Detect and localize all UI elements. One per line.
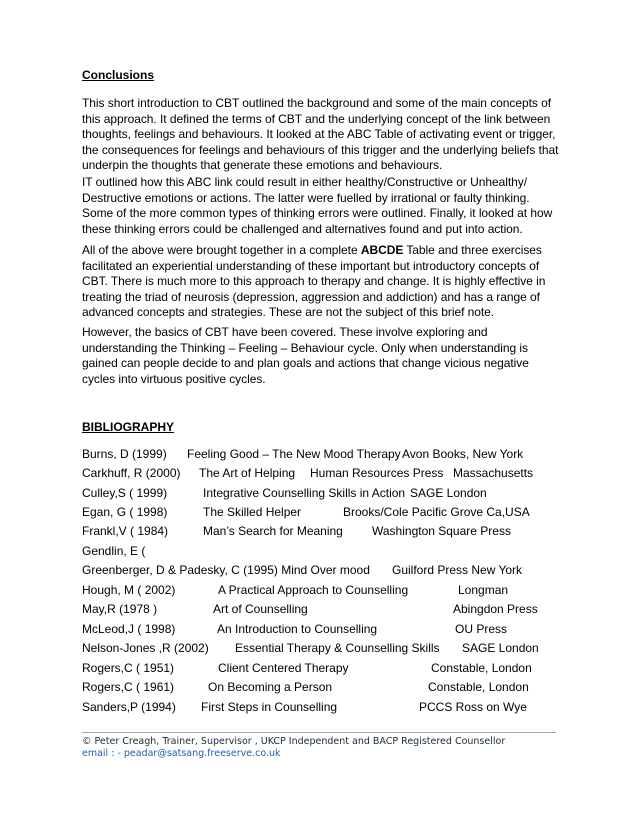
bib-title: Client Centered Therapy	[218, 661, 349, 675]
bibliography-entry	[82, 505, 562, 520]
text-line: underpin the thoughts that generate these emotions and behaviours.	[82, 158, 443, 172]
bibliography-entry	[82, 447, 562, 462]
text-line: This short introduction to CBT outlined the background and some of the main concepts of	[82, 96, 552, 110]
bib-author: McLeod,J ( 1998)	[82, 622, 176, 636]
bib-publisher: OU Press	[455, 622, 508, 636]
bib-author: Gendlin, E (	[82, 544, 146, 558]
bib-title: A Practical Approach to Counselling	[218, 583, 409, 597]
bib-author: Carkhuff, R (2000)	[82, 466, 181, 480]
bib-place: Massachusetts	[453, 466, 534, 480]
bib-publisher: Avon Books, New York	[402, 447, 524, 461]
bib-title: The Art of Helping	[199, 466, 296, 480]
bibliography-entry	[82, 524, 562, 539]
bib-title: An Introduction to Counselling	[217, 622, 378, 636]
footer-copyright: © Peter Creagh, Trainer, Supervisor , UKCP Independent and BACP Registered Counsellor	[82, 736, 506, 747]
text-line: CBT. There is much more to this approach to therapy and change. It is highly effective in	[82, 274, 546, 288]
bibliography-entry	[82, 680, 562, 695]
bibliography-entry	[82, 583, 562, 598]
bib-title: Art of Counselling	[213, 602, 308, 616]
bibliography-entry	[82, 622, 562, 637]
text-line: gained can people decide to and plan goals and actions that change vicious negative	[82, 356, 529, 370]
footer-divider	[82, 732, 556, 733]
bib-publisher: Human Resources Press	[310, 466, 444, 480]
bib-title: Feeling Good – The New Mood Therapy	[187, 447, 401, 461]
text-line: the consequences for feelings and behaviours of this trigger and the underlying beliefs that	[82, 142, 559, 157]
bib-author: Burns, D (1999)	[82, 447, 167, 461]
bibliography-entry	[82, 641, 562, 656]
bib-author: Frankl,V ( 1984)	[82, 524, 169, 538]
bibliography-entry	[82, 602, 562, 617]
text-line: treating the triad of neurosis (depression, aggression and addiction) and has a range of	[82, 289, 540, 304]
conclusions-paragraph-4	[82, 325, 562, 387]
text-run: All of the above were brought together in a complete	[82, 243, 361, 257]
bibliography-entry	[82, 563, 562, 578]
bib-title: First Steps in Counselling	[201, 700, 338, 714]
bib-title: Integrative Counselling Skills in Action	[203, 486, 406, 500]
bib-publisher: PCCS Ross on Wye	[419, 700, 527, 714]
bib-title: Essential Therapy & Counselling Skills	[235, 641, 440, 655]
bib-publisher: Guilford Press New York	[392, 563, 523, 577]
bibliography-entry	[82, 486, 562, 501]
bib-publisher: Longman	[458, 583, 509, 597]
text-line	[82, 243, 562, 259]
bib-publisher: Brooks/Cole Pacific Grove Ca,USA	[343, 505, 530, 519]
bib-publisher: Constable, London	[431, 661, 532, 675]
text-run: Table and three exercises	[403, 243, 542, 257]
text-line: IT outlined how this ABC link could result in either healthy/Constructive or Unhealthy/	[82, 175, 527, 189]
text-line: this approach. It defined the terms of CBT and the underlying concept of the link between	[82, 111, 551, 126]
bib-publisher: Washington Square Press	[372, 524, 511, 538]
bib-author: Rogers,C ( 1961)	[82, 680, 175, 694]
bib-title: On Becoming a Person	[208, 680, 333, 694]
bib-author: Hough, M ( 2002)	[82, 583, 176, 597]
text-line: cycles into virtuous positive cycles.	[82, 371, 266, 386]
bib-author: Rogers,C ( 1951)	[82, 661, 175, 675]
bib-publisher: SAGE London	[462, 641, 539, 655]
bib-title: Man’s Search for Meaning	[203, 524, 343, 538]
text-line: facilitated an experiential understanding of these important but introductory concepts of	[82, 258, 540, 273]
text-line: thoughts, feelings and behaviours. It looked at the ABC Table of activating event or trigger,	[82, 127, 556, 141]
footer-email: email : - peadar@satsang.freeserve.co.uk	[82, 748, 281, 759]
bib-author: Culley,S ( 1999)	[82, 486, 168, 500]
conclusions-heading: Conclusions	[82, 68, 155, 82]
text-line: However, the basics of CBT have been covered. These involve exploring and	[82, 325, 488, 339]
conclusions-paragraph-2	[82, 175, 562, 237]
bib-publisher: Abingdon Press	[453, 602, 538, 616]
bibliography-entry	[82, 661, 562, 676]
bib-author: Sanders,P (1994)	[82, 700, 176, 714]
bib-publisher: Constable, London	[428, 680, 529, 694]
text-line: Destructive emotions or actions. The latter were fuelled by irrational or faulty thinking.	[82, 190, 530, 205]
bib-author: Egan, G ( 1998)	[82, 505, 168, 519]
bibliography-heading: BIBLIOGRAPHY	[82, 420, 175, 434]
bib-author: Nelson-Jones ,R (2002)	[82, 641, 209, 655]
bib-publisher: SAGE London	[410, 486, 487, 500]
text-line: understanding the Thinking – Feeling – Behaviour cycle. Only when understanding is	[82, 340, 528, 355]
abcde-bold-text: ABCDE	[360, 243, 404, 257]
bibliography-entry	[82, 544, 562, 559]
conclusions-paragraph-3	[82, 243, 562, 321]
bibliography-entry	[82, 700, 562, 715]
bib-title: The Skilled Helper	[203, 505, 302, 519]
bib-author: Greenberger, D & Padesky, C (1995) Mind Over mood	[82, 563, 370, 577]
bibliography-entry	[82, 466, 562, 481]
text-line: Some of the more common types of thinking errors were outlined. Finally, it looked at how	[82, 206, 553, 220]
text-line: advanced concepts and strategies. These are not the subject of this brief note.	[82, 305, 495, 319]
text-line: these thinking errors could be challenged and alternatives found and put into action.	[82, 221, 523, 236]
conclusions-paragraph-1	[82, 96, 562, 174]
bib-author: May,R (1978 )	[82, 602, 158, 616]
